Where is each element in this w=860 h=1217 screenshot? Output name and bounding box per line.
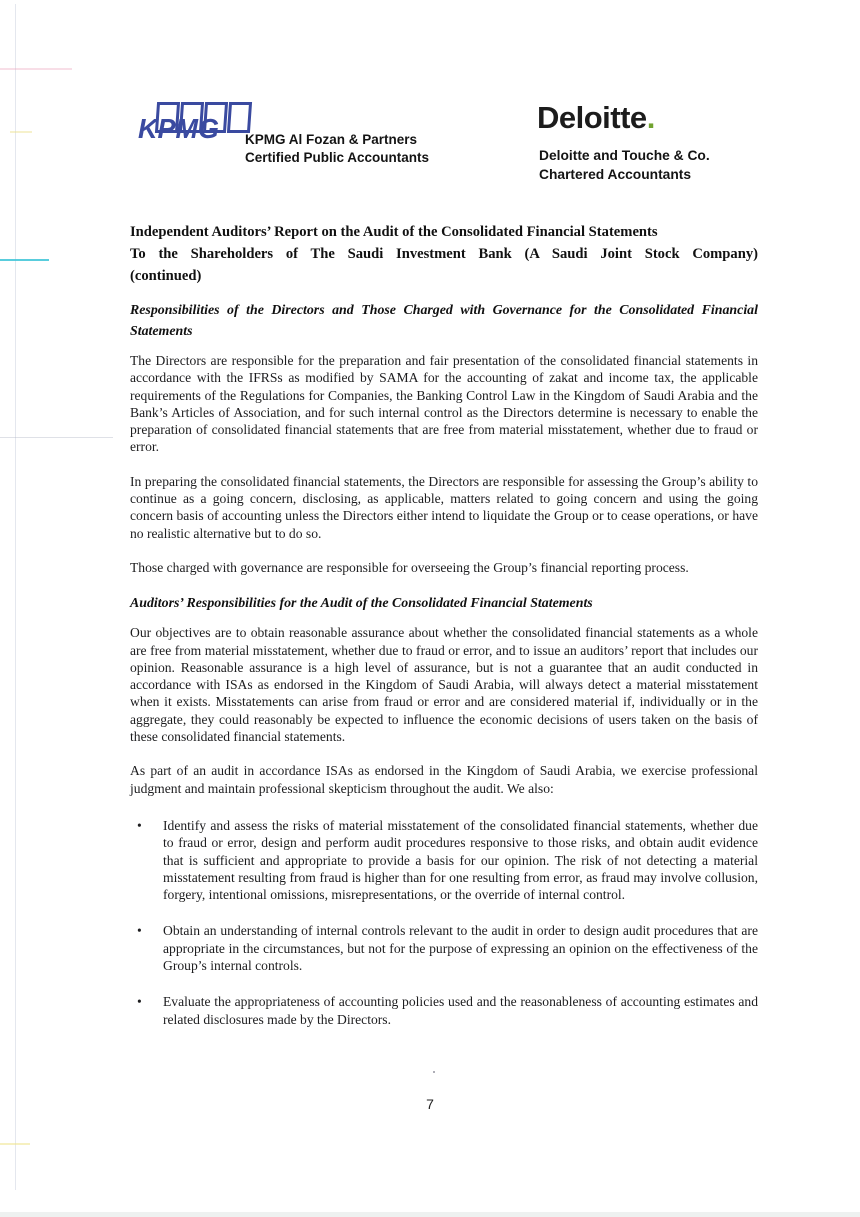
scan-artifact	[0, 68, 72, 70]
scan-artifact	[0, 1143, 30, 1145]
paragraph-auditors-2: As part of an audit in accordance ISAs as endorsed in the Kingdom of Saudi Arabia, we exercise professional judgment and maintain professional skepticism throughout the audit. We also:	[130, 763, 758, 796]
deloitte-wordmark: Deloitte	[537, 100, 647, 135]
paragraph-directors-3: Those charged with governance are responsible for overseeing the Group’s financial reporting process.	[130, 559, 689, 575]
report-title-line-2: To the Shareholders of The Saudi Investment Bank (A Saudi Joint Stock Company)	[130, 246, 758, 262]
deloitte-firm-block	[539, 146, 710, 184]
bullet-text: Evaluate the appropriateness of accounting policies used and the reasonableness of accounting estimates and related disclosures made by the Directors.	[163, 994, 758, 1027]
scan-speck	[433, 1071, 435, 1073]
bullet-text: Obtain an understanding of internal controls relevant to the audit in order to design audit procedures that are appropriate in the circumstances, but not for the purpose of expressing an opinion on the effectiveness of the Group’s internal controls.	[163, 923, 758, 974]
bullet-text: Identify and assess the risks of material misstatement of the consolidated financial statements, whether due to fraud or error, design and perform audit procedures responsive to those risks, and obtain audit evidence that is sufficient and appropriate to provide a basis for our opinion. The risk of not detecting a material misstatement resulting from fraud is higher than for one resulting from error, as fraud may involve collusion, forgery, intentional omissions, misrepresentations, or the override of internal control.	[163, 817, 758, 903]
bullet-icon: •	[137, 923, 142, 939]
auditors-responsibilities-heading: Auditors’ Responsibilities for the Audit of the Consolidated Financial Statements	[130, 596, 593, 612]
report-title-line-1: Independent Auditors’ Report on the Audit of the Consolidated Financial Statements	[130, 224, 658, 240]
bullet-icon: •	[137, 817, 142, 833]
scan-edge-line	[15, 4, 16, 1190]
paragraph-auditors-1: Our objectives are to obtain reasonable assurance about whether the consolidated financial statements as a whole are free from material misstatement, whether due to fraud or error, and to issue an auditors’ report that includes our opinion. Reasonable assurance is a high level of assurance, but is not a guarantee that an audit conducted in accordance with ISAs as endorsed in the Kingdom of Saudi Arabia, will always detect a material misstatement when it exists. Misstatements can arise from fraud or error and are considered material if, individually or in the aggregate, they could reasonably be expected to influence the economic decisions of users taken on the basis of these consolidated financial statements.	[130, 625, 758, 745]
directors-responsibilities-heading: Responsibilities of the Directors and Those Charged with Governance for the Consolidated Financial Statements	[130, 303, 758, 339]
auditors-bullet-list	[130, 817, 758, 1028]
paragraph-directors-1: The Directors are responsible for the preparation and fair presentation of the consolidated financial statements in accordance with the IFRSs as modified by SAMA for the accounting of zakat and income tax, the applicable requirements of the Regulations for Companies, the Banking Control Law in the Kingdom of Saudi Arabia and the Bank’s Articles of Association, and for such internal control as the Directors determine is necessary to enable the preparation of consolidated financial statements that are free from material misstatement, whether due to fraud or error.	[130, 353, 758, 455]
kpmg-firm-subtitle: Certified Public Accountants	[245, 150, 430, 165]
kpmg-firm-block	[245, 131, 429, 167]
deloitte-firm-subtitle: Chartered Accountants	[539, 167, 692, 182]
kpmg-wordmark: KPMG	[138, 113, 219, 145]
page-number: 7	[426, 1096, 434, 1112]
scan-artifact	[0, 437, 113, 438]
kpmg-firm-name: KPMG Al Fozan & Partners	[245, 132, 418, 147]
bullet-icon: •	[137, 994, 142, 1010]
deloitte-firm-name: Deloitte and Touche & Co.	[539, 148, 710, 163]
scan-artifact	[0, 259, 49, 261]
report-title	[130, 221, 758, 287]
scan-bottom-edge	[0, 1212, 860, 1217]
report-body	[130, 221, 758, 1047]
deloitte-logo	[537, 101, 655, 135]
paragraph-directors-2: In preparing the consolidated financial statements, the Directors are responsible for assessing the Group’s ability to continue as a going concern, disclosing, as applicable, matters related to going concern and using the going concern basis of accounting unless the Directors either intend to liquidate the Group or to cease operations, or have no realistic alternative but to do so.	[130, 473, 758, 541]
bullet-item	[130, 817, 758, 903]
report-title-line-3: (continued)	[130, 268, 202, 284]
bullet-item	[130, 922, 758, 974]
scan-artifact	[10, 131, 32, 133]
bullet-item	[130, 993, 758, 1028]
deloitte-green-dot-icon: .	[646, 100, 655, 135]
kpmg-logo	[138, 100, 250, 148]
